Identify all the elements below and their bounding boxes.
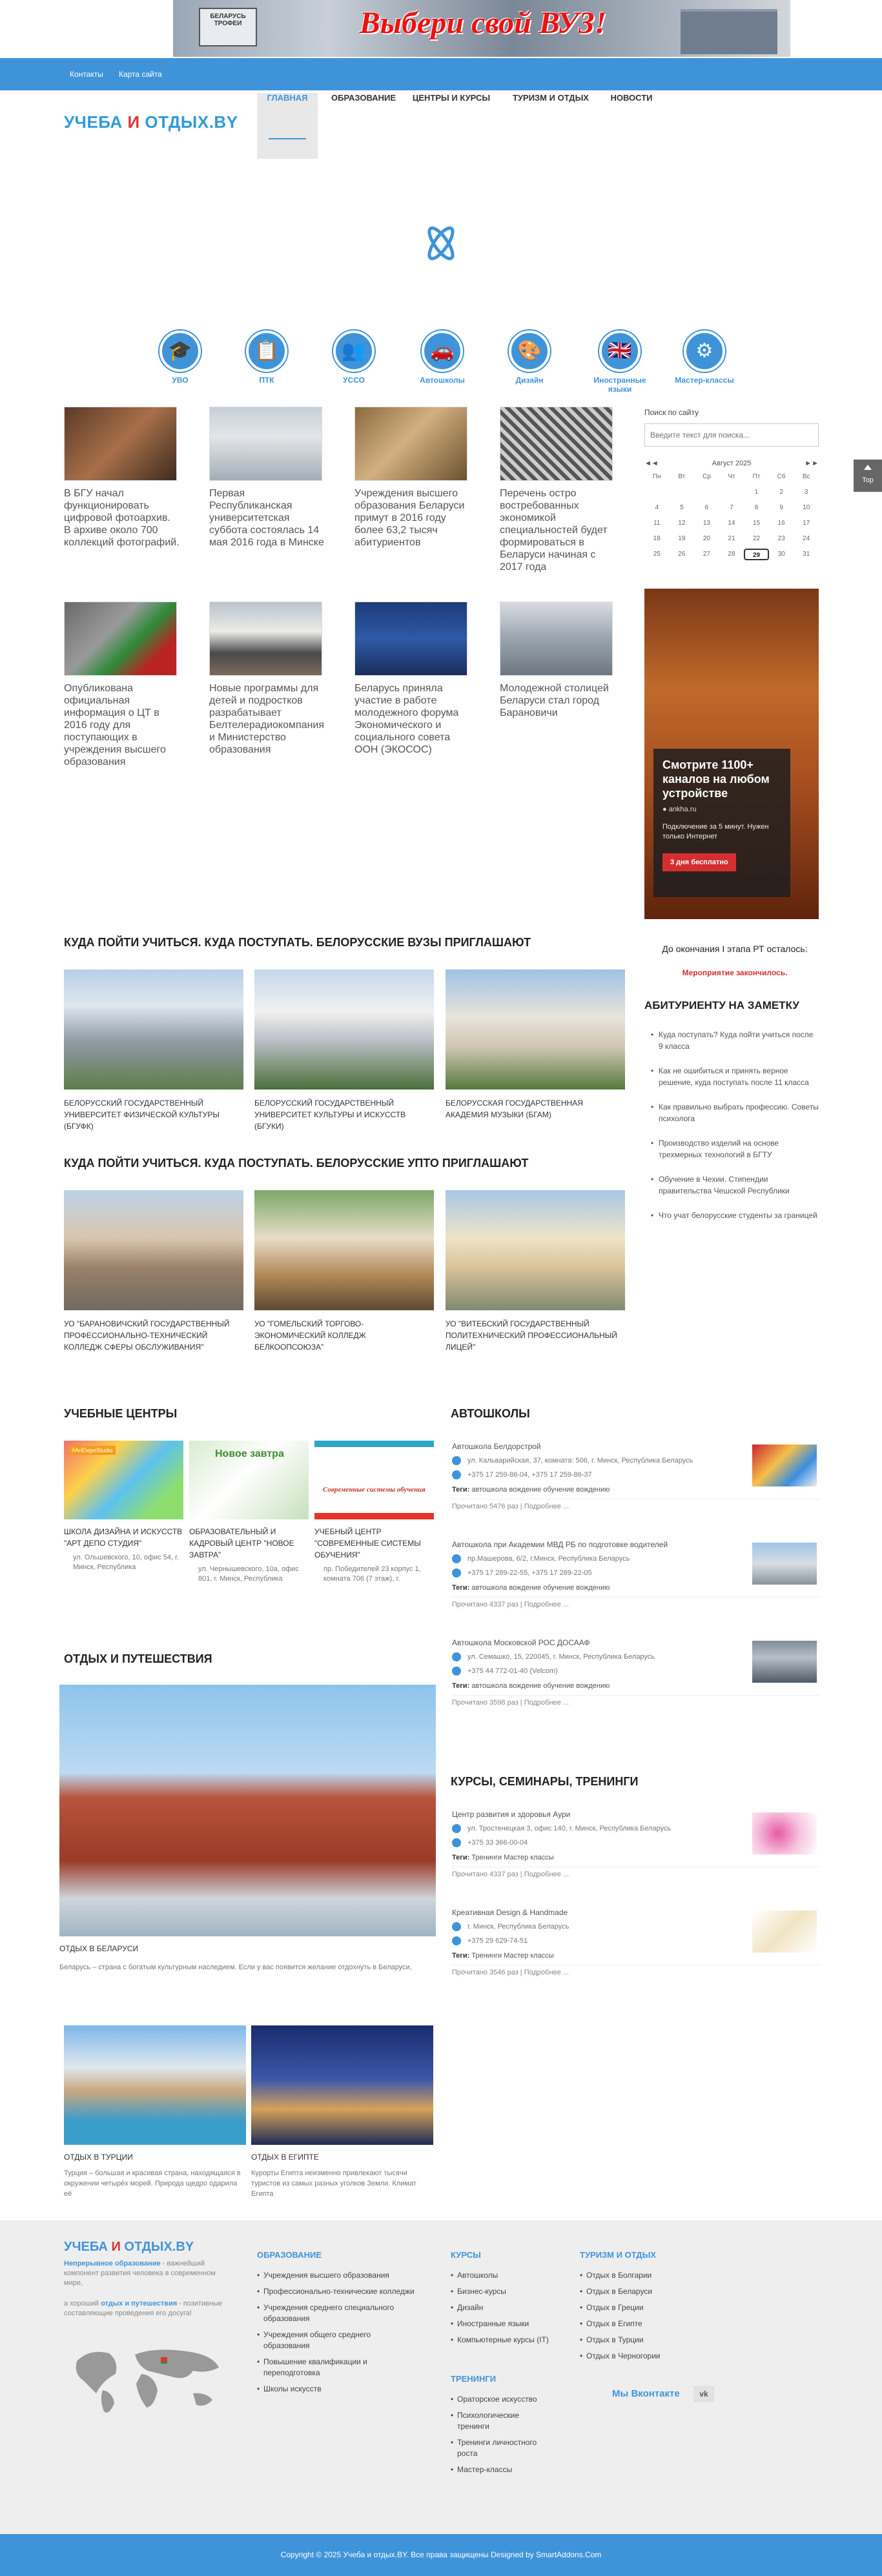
courses-title: КУРСЫ, СЕМИНАРЫ, ТРЕНИНГИ — [451, 1775, 639, 1788]
footer-link[interactable]: • Бизнес-курсы — [451, 2286, 560, 2297]
footer-link[interactable]: • Отдых в Турции — [580, 2335, 709, 2346]
calendar-day[interactable]: 17 — [803, 520, 810, 527]
calendar-day[interactable]: 31 — [803, 551, 810, 558]
search-label: Поиск по сайту — [644, 408, 699, 417]
calendar-day[interactable]: 7 — [730, 504, 733, 511]
footer-link[interactable]: • Отдых в Египте — [580, 2318, 709, 2329]
news-title[interactable]: Перечень остро востребованных экономикой специальностей будет формироваться в Беларуси начиная с 2017 года — [500, 488, 608, 573]
calendar-day[interactable]: 22 — [753, 535, 761, 542]
upto-title[interactable]: УО "ГОМЕЛЬСКИЙ ТОРГОВО-ЭКОНОМИЧЕСКИЙ КОЛЛЕДЖ БЕЛКООПСОЮЗА" — [254, 1319, 366, 1352]
footer-about2-text: - позитивные составляющие проведения его досуга! — [64, 2300, 223, 2317]
news-image — [500, 407, 613, 481]
top-bar — [0, 58, 882, 90]
vuz-card[interactable] — [446, 969, 625, 1121]
travel-card[interactable] — [251, 2025, 433, 2199]
abit-list — [651, 1029, 819, 1234]
travel-main-image[interactable] — [59, 1685, 436, 1936]
footer-link[interactable]: • Психологические тренинги — [451, 2410, 548, 2432]
category-label: УВО — [172, 376, 189, 385]
calendar-day[interactable]: 24 — [803, 535, 810, 542]
autoschool-address: ул. Кальварийская, 37, комната: 506, г. Минск, Республика Беларусь — [467, 1457, 693, 1465]
footer-col-tourism — [580, 2250, 709, 2367]
abit-link[interactable]: • Обучение в Чехии. Стипендии правительства Чешской Республики — [651, 1173, 819, 1197]
center-image-tag: #ArtDepoStudio — [69, 1446, 116, 1455]
category-languages[interactable] — [584, 330, 655, 394]
calendar-day[interactable]: 20 — [703, 535, 710, 542]
scroll-top-label: Top — [862, 476, 874, 484]
autoschool-thumbnail[interactable] — [752, 1641, 817, 1683]
banner-text: Выбери свой ВУЗ! — [359, 6, 607, 40]
autoschool-thumbnail[interactable] — [752, 1543, 817, 1585]
upto-title[interactable]: УО "БАРАНОВИЧСКИЙ ГОСУДАРСТВЕННЫЙ ПРОФЕССИОНАЛЬНО-ТЕХНИЧЕСКИЙ КОЛЛЕДЖ СФЕРЫ ОБСЛУЖИВАНИЯ" — [64, 1319, 230, 1352]
footer-link[interactable]: • Иностранные языки — [451, 2318, 560, 2329]
vuz-image — [446, 969, 625, 1090]
center-card[interactable] — [314, 1441, 434, 1584]
palette-icon: 🎨 — [509, 330, 550, 372]
travel-card-desc: Курорты Египта неизменно привлекают тысячи туристов из самых разных уголков Земли. Климат Египта — [251, 2169, 416, 2198]
read-more-link[interactable]: Подробнее ... — [524, 1699, 569, 1707]
category-label: ПТК — [259, 376, 274, 385]
autoschool-item: Автошкола Московской РОС ДОСААФ ул. Семашко, 15, 220045, г. Минск, Республика Беларусь +375 44 772-01-40 (Velcom) Теги: автошкола вождение обучение вождению Прочитано 3598 раз | Подробнее ... — [452, 1638, 820, 1707]
footer-logo-part-2: И — [111, 2240, 121, 2254]
vk-label[interactable]: Мы Вконтакте — [612, 2388, 680, 2399]
car-icon: 🚗 — [422, 330, 463, 372]
scroll-top-button[interactable] — [854, 460, 882, 492]
language-flag-icon: 🇬🇧 — [599, 330, 641, 372]
calendar-day[interactable]: 14 — [728, 520, 735, 527]
upto-image — [446, 1190, 625, 1310]
ad-headline: Смотрите 1100+ каналов на любом устройстве — [662, 758, 770, 800]
footer-link[interactable]: • Учреждения высшего образования — [257, 2270, 418, 2281]
category-masterclasses[interactable] — [673, 330, 736, 385]
category-label: Иностранные языки — [593, 376, 646, 394]
footer-about2-pre: а хороший — [64, 2300, 101, 2307]
category-usso[interactable] — [325, 330, 383, 385]
news-item[interactable] — [64, 602, 180, 768]
news-image — [500, 602, 613, 676]
view-count: Прочитано 5476 раз — [452, 1503, 518, 1510]
sitemap-link[interactable]: Карта сайта — [119, 70, 162, 79]
upto-section-title: КУДА ПОЙТИ УЧИТЬСЯ. КУДА ПОСТУПАТЬ. БЕЛОРУССКИЕ УПТО ПРИГЛАШАЮТ — [64, 1157, 529, 1170]
course-phone: +375 33 366-00-04 — [467, 1839, 528, 1847]
footer-link[interactable]: • Учреждения среднего специального образования — [257, 2302, 418, 2324]
course-item: Центр развития и здоровья Аури ул. Тростенецкая 3, офис 140, г. Минск, Республика Беларусь +375 33 366-00-04 Теги: Тренинги Мастер классы Прочитано 4337 раз | Подробнее ... — [452, 1810, 820, 1878]
footer-link[interactable]: • Мастер-классы — [451, 2464, 548, 2475]
news-title[interactable]: Молодежной столицей Беларуси стал город Барановичи — [500, 683, 609, 718]
footer-about-2 — [64, 2299, 232, 2318]
news-image — [354, 407, 467, 481]
footer-link[interactable]: • Отдых в Греции — [580, 2302, 709, 2313]
travel-main-desc: Беларусь – страна с богатым культурным наследием. Если у вас появится желание отдохнуть в Беларуси, — [59, 1963, 412, 1971]
calendar-month: Август 2025 — [712, 460, 752, 467]
autoschool-phone: +375 44 772-01-40 (Velcom) — [467, 1667, 558, 1675]
autoschool-thumbnail[interactable] — [752, 1445, 817, 1486]
calendar-day[interactable]: 30 — [777, 551, 785, 558]
calendar-day[interactable]: 26 — [678, 551, 686, 558]
calendar-day[interactable]: 16 — [777, 520, 785, 527]
calendar-day[interactable]: 2 — [779, 489, 783, 496]
site-logo[interactable] — [64, 112, 238, 132]
calendar-next-button[interactable]: ►► — [805, 460, 819, 467]
calendar-day[interactable]: 19 — [678, 535, 686, 542]
upto-card[interactable] — [64, 1190, 243, 1353]
logo-part-1: УЧЕБА — [64, 112, 123, 132]
calendar-day[interactable]: 18 — [653, 535, 661, 542]
phone-icon — [452, 1667, 461, 1676]
calendar-day[interactable]: 28 — [728, 551, 735, 558]
footer-about — [64, 2259, 232, 2288]
banner-sign: БЕЛАРУСЬ ТРОФЕИ — [199, 8, 257, 46]
vuz-image — [254, 969, 434, 1090]
location-pin-icon — [452, 1922, 461, 1931]
travel-image — [64, 2025, 246, 2145]
news-title[interactable]: Новые программы для детей и подростков разрабатывает Белтелерадиокомпания и Министерство образования — [209, 683, 324, 755]
footer-link[interactable]: • Тренинги личностного роста — [451, 2437, 548, 2459]
calendar-weekday: Ср — [703, 473, 711, 480]
course-address: г. Минск, Республика Беларусь — [467, 1923, 569, 1931]
course-name[interactable]: Центр развития и здоровья Аури — [452, 1810, 571, 1819]
students-icon: 👥 — [333, 330, 374, 372]
arrow-up-icon — [864, 465, 872, 470]
countdown-value: Мероприятие закончилось. — [682, 968, 788, 977]
calendar-day[interactable]: 13 — [703, 520, 710, 527]
calendar-weekday: Чт — [728, 473, 735, 480]
center-image-text: Современные системы обучения — [323, 1486, 426, 1494]
ad-source: ● ankha.ru — [662, 806, 697, 813]
travel-card[interactable] — [64, 2025, 246, 2199]
vk-icon[interactable]: vk — [693, 2386, 714, 2402]
calendar-day[interactable]: 1 — [754, 489, 759, 496]
footer-link[interactable]: • Школы искусств — [257, 2384, 418, 2395]
tags-label: Теги: — [452, 1854, 470, 1861]
calendar-day[interactable]: 3 — [804, 489, 808, 496]
location-pin-icon — [452, 1554, 461, 1563]
footer-logo-part-3: ОТДЫХ.BY — [124, 2240, 194, 2254]
news-image — [209, 407, 322, 481]
tags-label: Теги: — [452, 1584, 470, 1592]
calendar-day[interactable]: 4 — [655, 504, 659, 511]
center-image — [314, 1441, 434, 1519]
calendar-day[interactable]: 23 — [777, 535, 785, 542]
course-item: Креативная Design & Handmade г. Минск, Республика Беларусь +375 29 629-74-51 Теги: Тренинги Мастер классы Прочитано 3546 раз | Подробнее ... — [452, 1908, 820, 1976]
calendar-weekday: Пт — [752, 473, 761, 480]
tags-label: Теги: — [452, 1682, 470, 1690]
footer-col-education — [257, 2250, 418, 2400]
calendar-prev-button[interactable]: ◄◄ — [644, 460, 659, 467]
read-more-link[interactable]: Подробнее ... — [524, 1503, 569, 1510]
travel-card-title[interactable]: ОТДЫХ В ТУРЦИИ — [64, 2153, 133, 2162]
course-thumbnail[interactable] — [752, 1911, 817, 1952]
footer-link[interactable]: • Учреждения общего среднего образования — [257, 2329, 418, 2351]
phone-icon — [452, 1838, 461, 1847]
footer-col-courses — [451, 2250, 560, 2351]
location-pin-icon — [452, 1456, 461, 1465]
read-more-link[interactable]: Подробнее ... — [524, 1871, 569, 1878]
abit-link[interactable]: • Как правильно выбрать профессию. Советы психолога — [651, 1101, 819, 1124]
nav-education[interactable]: ОБРАЗОВАНИЕ — [331, 93, 396, 103]
upto-card[interactable] — [254, 1190, 434, 1353]
calendar — [644, 460, 819, 560]
calendar-day — [694, 487, 719, 498]
calendar-day[interactable]: 12 — [678, 520, 686, 527]
ad-promo: Подключение за 5 минут. Нужен только Интернет — [662, 823, 769, 840]
calendar-day — [670, 487, 695, 498]
vuz-title[interactable]: БЕЛОРУССКАЯ ГОСУДАРСТВЕННАЯ АКАДЕМИЯ МУЗЫКИ (БГАМ) — [446, 1099, 583, 1119]
news-title[interactable]: Опубликована официальная информация о ЦТ в 2016 году для поступающих в учреждения высшего образования — [64, 683, 166, 767]
autoschool-name[interactable]: Автошкола при Академии МВД РБ по подготовке водителей — [452, 1540, 668, 1549]
news-title[interactable]: Первая Республиканская университетская суббота состоялась 14 мая 2016 года в Минске — [209, 488, 324, 548]
abit-title: АБИТУРИЕНТУ НА ЗАМЕТКУ — [644, 999, 799, 1011]
calendar-day[interactable]: 25 — [653, 551, 661, 558]
course-address: ул. Тростенецкая 3, офис 140, г. Минск, Республика Беларусь — [467, 1825, 672, 1832]
phone-icon — [452, 1936, 461, 1945]
footer-about2-strong: отдых и путешествия — [101, 2300, 178, 2307]
center-image-text: Новое завтра — [215, 1448, 284, 1459]
footer-link[interactable]: • Отдых в Болгарии — [580, 2270, 709, 2281]
logo-part-3: ОТДЫХ.BY — [145, 112, 238, 132]
tags-label: Теги: — [452, 1486, 470, 1494]
autoschool-item: Автошкола Белдорстрой ул. Кальварийская, 37, комната: 506, г. Минск, Республика Беларусь +375 17 259-86-04, +375 17 259-86-37 Теги: автошкола вождение обучение вождению Прочитано 5476 раз | Подробнее ... — [452, 1442, 820, 1510]
news-title[interactable]: В БГУ начал функционировать цифровой фотоархив. В архиве около 700 коллекций фотографий. — [64, 488, 179, 548]
calendar-weekday: Вс — [802, 473, 810, 480]
footer-col-title: ОБРАЗОВАНИЕ — [257, 2250, 322, 2260]
center-address: ул. Ольшевского, 10, офис 54, г. Минск, Республика — [73, 1554, 179, 1571]
travel-image — [251, 2025, 433, 2145]
upto-title[interactable]: УО "ВИТЕБСКИЙ ГОСУДАРСТВЕННЫЙ ПОЛИТЕХНИЧЕСКИЙ ПРОФЕССИОНАЛЬНЫЙ ЛИЦЕЙ" — [446, 1319, 617, 1352]
footer — [0, 2220, 882, 2534]
category-label: Мастер-классы — [675, 376, 734, 385]
calendar-day[interactable]: 15 — [753, 520, 761, 527]
calendar-day — [644, 487, 670, 498]
graduate-icon: 🎓 — [159, 330, 201, 372]
center-title[interactable]: УЧЕБНЫЙ ЦЕНТР "СОВРЕМЕННЫЕ СИСТЕМЫ ОБУЧЕНИЯ" — [314, 1527, 421, 1559]
autoschool-item: Автошкола при Академии МВД РБ по подготовке водителей пр.Машерова, 6/2, г.Минск, Республика Беларусь +375 17 289-22-55, +375 17 289-22-05 Теги: автошкола вождение обучение вождению Прочитано 4337 раз | Подробнее ... — [452, 1540, 820, 1608]
news-item[interactable] — [500, 602, 616, 719]
news-image — [354, 602, 467, 676]
view-count: Прочитано 4337 раз — [452, 1601, 518, 1608]
category-ptk[interactable] — [238, 330, 296, 385]
footer-link[interactable]: • Отдых в Черногории — [580, 2351, 709, 2362]
footer-link[interactable]: • Повышение квалификации и переподготовка — [257, 2357, 418, 2378]
abit-link[interactable]: • Что учат белорусские студенты за границей — [651, 1210, 819, 1221]
autoschool-name[interactable]: Автошкола Белдорстрой — [452, 1442, 541, 1451]
autoschool-tags[interactable]: автошкола вождение обучение вождению — [471, 1486, 610, 1494]
travel-title: ОТДЫХ И ПУТЕШЕСТВИЯ — [64, 1652, 212, 1665]
vuz-section-title: КУДА ПОЙТИ УЧИТЬСЯ. КУДА ПОСТУПАТЬ. БЕЛОРУССКИЕ ВУЗЫ ПРИГЛАШАЮТ — [64, 936, 531, 949]
calendar-day[interactable]: 9 — [779, 504, 783, 511]
footer-logo-part-1: УЧЕБА — [64, 2240, 108, 2254]
course-thumbnail[interactable] — [752, 1812, 817, 1854]
ad-cta-button[interactable]: 3 дня бесплатно — [662, 853, 736, 871]
gear-hand-icon: ⚙ — [684, 330, 725, 372]
read-more-link[interactable]: Подробнее ... — [524, 1969, 569, 1976]
loading-spinner-icon — [422, 221, 460, 266]
vuz-title[interactable]: БЕЛОРУССКИЙ ГОСУДАРСТВЕННЫЙ УНИВЕРСИТЕТ КУЛЬТУРЫ И ИСКУССТВ (БГУКИ) — [254, 1099, 406, 1131]
course-tags[interactable]: Тренинги Мастер классы — [471, 1952, 554, 1960]
autoschool-phone: +375 17 289-22-55, +375 17 289-22-05 — [467, 1569, 592, 1577]
location-pin-icon — [452, 1652, 461, 1661]
nav-home[interactable]: ГЛАВНАЯ — [257, 93, 318, 159]
news-image — [64, 407, 177, 481]
news-image — [209, 602, 322, 676]
footer-logo[interactable] — [64, 2240, 194, 2255]
center-card[interactable] — [189, 1441, 309, 1584]
contacts-link[interactable]: Контакты — [70, 70, 103, 79]
calendar-day[interactable]: 27 — [703, 551, 710, 558]
calendar-day[interactable]: 5 — [680, 504, 684, 511]
category-label: Дизайн — [515, 376, 544, 385]
news-item[interactable] — [209, 602, 325, 756]
ad-box — [653, 749, 790, 897]
calendar-day[interactable]: 11 — [653, 520, 661, 527]
read-more-link[interactable]: Подробнее ... — [524, 1601, 569, 1608]
view-count: Прочитано 3598 раз — [452, 1699, 518, 1707]
center-title[interactable]: ОБРАЗОВАТЕЛЬНЫЙ И КАДРОВЫЙ ЦЕНТР "НОВОЕ ЗАВТРА" — [189, 1527, 294, 1559]
footer-about-strong: Непрерывное образование — [64, 2260, 161, 2267]
course-phone: +375 29 629-74-51 — [467, 1937, 528, 1945]
teacher-board-icon: 📋 — [246, 330, 287, 372]
news-item[interactable] — [209, 407, 325, 549]
autoschools-title: АВТОШКОЛЫ — [451, 1407, 530, 1420]
calendar-day[interactable]: 29 — [744, 549, 769, 560]
center-address: ул. Чернышевского, 10а, офис 801, г. Минск, Республика — [198, 1565, 299, 1583]
footer-col-title: КУРСЫ — [451, 2250, 481, 2260]
footer-link[interactable]: • Отдых в Беларуси — [580, 2286, 709, 2297]
footer-col-trainings — [451, 2374, 548, 2480]
nav-centers-courses[interactable]: ЦЕНТРЫ И КУРСЫ — [412, 93, 491, 103]
calendar-day[interactable]: 21 — [728, 535, 735, 542]
news-item[interactable] — [64, 407, 180, 549]
vuz-card[interactable] — [254, 969, 434, 1132]
centers-title: УЧЕБНЫЕ ЦЕНТРЫ — [64, 1407, 178, 1420]
tags-label: Теги: — [452, 1952, 470, 1960]
nav-tourism[interactable]: ТУРИЗМ И ОТДЫХ — [513, 93, 589, 103]
category-design[interactable] — [500, 330, 559, 385]
category-uvo[interactable] — [151, 330, 209, 385]
calendar-day[interactable]: 10 — [803, 504, 810, 511]
upto-image — [64, 1190, 243, 1310]
footer-link[interactable]: • Профессионально-технические колледжи — [257, 2286, 418, 2297]
nav-news[interactable]: НОВОСТИ — [610, 93, 653, 103]
course-name[interactable]: Креативная Design & Handmade — [452, 1908, 568, 1917]
logo-part-2: И — [127, 112, 140, 132]
news-item[interactable] — [500, 407, 616, 573]
header-banner[interactable] — [173, 0, 790, 57]
vuz-title[interactable]: БЕЛОРУССКИЙ ГОСУДАРСТВЕННЫЙ УНИВЕРСИТЕТ ФИЗИЧЕСКОЙ КУЛЬТУРЫ (БГУФК) — [64, 1099, 220, 1131]
search-input[interactable] — [644, 423, 819, 447]
center-title[interactable]: ШКОЛА ДИЗАЙНА И ИСКУССТВ "АРТ ДЕПО СТУДИЯ" — [64, 1527, 183, 1548]
news-title[interactable]: Учреждения высшего образования Беларуси примут в 2016 году более 63,2 тысяч абитуриентов — [354, 488, 465, 548]
footer-about-text: - важнейший компонент развития человека в современном мире, — [64, 2260, 216, 2287]
center-image — [64, 1441, 183, 1519]
footer-link[interactable]: • Автошколы — [451, 2270, 560, 2281]
abit-link[interactable]: • Как не ошибиться и принять верное решение, куда поступать после 11 класса — [651, 1065, 819, 1088]
center-image — [189, 1441, 309, 1519]
countdown-label: До окончания I этапа РТ осталось: — [662, 944, 808, 954]
center-address: пр. Победителей 23 корпус 1, комната 706 (7 этаж), г. — [323, 1565, 421, 1583]
autoschool-tags[interactable]: автошкола вождение обучение вождению — [471, 1584, 610, 1592]
vuz-image — [64, 969, 243, 1090]
world-map-icon — [64, 2335, 232, 2419]
center-card[interactable] — [64, 1441, 183, 1572]
upto-card[interactable] — [446, 1190, 625, 1353]
autoschool-tags[interactable]: автошкола вождение обучение вождению — [471, 1682, 610, 1690]
calendar-weekday: Вт — [678, 473, 686, 480]
travel-card-title[interactable]: ОТДЫХ В ЕГИПТЕ — [251, 2153, 319, 2162]
autoschool-address: ул. Семашко, 15, 220045, г. Минск, Республика Беларусь — [467, 1653, 655, 1661]
travel-main-title[interactable]: ОТДЫХ В БЕЛАРУСИ — [59, 1944, 139, 1953]
footer-col-title: ТУРИЗМ И ОТДЫХ — [580, 2250, 656, 2260]
autoschool-name[interactable]: Автошкола Московской РОС ДОСААФ — [452, 1638, 590, 1647]
calendar-grid — [644, 471, 819, 560]
copyright: Copyright © 2025 Учеба и отдых.BY. Все права защищены Designed by SmartAddons.Com — [0, 2534, 882, 2576]
calendar-day — [719, 487, 744, 498]
news-image — [64, 602, 177, 676]
phone-icon — [452, 1568, 461, 1577]
upto-image — [254, 1190, 434, 1310]
abit-link[interactable]: • Производство изделий на основе трехмерных технологий в БГТУ — [651, 1137, 819, 1161]
footer-link[interactable]: • Ораторское искусство — [451, 2394, 548, 2405]
news-title[interactable]: Беларусь приняла участие в работе молодежного форума Экономического и социального совета ООН (ЭКОСОС) — [354, 683, 459, 755]
vuz-card[interactable] — [64, 969, 243, 1132]
calendar-weekday: Пн — [652, 473, 661, 480]
abit-link[interactable]: • Куда поступать? Куда пойти учиться после 9 класса — [651, 1029, 819, 1052]
calendar-day[interactable]: 6 — [704, 504, 709, 511]
course-tags[interactable]: Тренинги Мастер классы — [471, 1854, 554, 1861]
autoschool-phone: +375 17 259-86-04, +375 17 259-86-37 — [467, 1471, 592, 1479]
news-item[interactable] — [354, 602, 471, 756]
phone-icon — [452, 1470, 461, 1479]
footer-link[interactable]: • Дизайн — [451, 2302, 560, 2313]
footer-col-title: ТРЕНИНГИ — [451, 2374, 497, 2384]
autoschool-address: пр.Машерова, 6/2, г.Минск, Республика Беларусь — [467, 1555, 630, 1563]
calendar-day[interactable]: 8 — [754, 504, 759, 511]
news-item[interactable] — [354, 407, 471, 549]
calendar-weekday: Сб — [777, 473, 786, 480]
advertisement[interactable] — [644, 589, 819, 919]
footer-link[interactable]: • Компьютерные курсы (IT) — [451, 2335, 560, 2346]
category-label: Автошколы — [420, 376, 465, 385]
location-pin-icon — [452, 1824, 461, 1833]
travel-card-desc: Турция – большая и красивая страна, находящаяся в окружении четырёх морей. Природа щедро одарила её — [64, 2169, 241, 2198]
view-count: Прочитано 3546 раз — [452, 1969, 518, 1976]
category-label: УССО — [343, 376, 365, 385]
view-count: Прочитано 4337 раз — [452, 1871, 518, 1878]
banner-building-image — [681, 9, 777, 54]
category-autoschools[interactable] — [413, 330, 471, 385]
